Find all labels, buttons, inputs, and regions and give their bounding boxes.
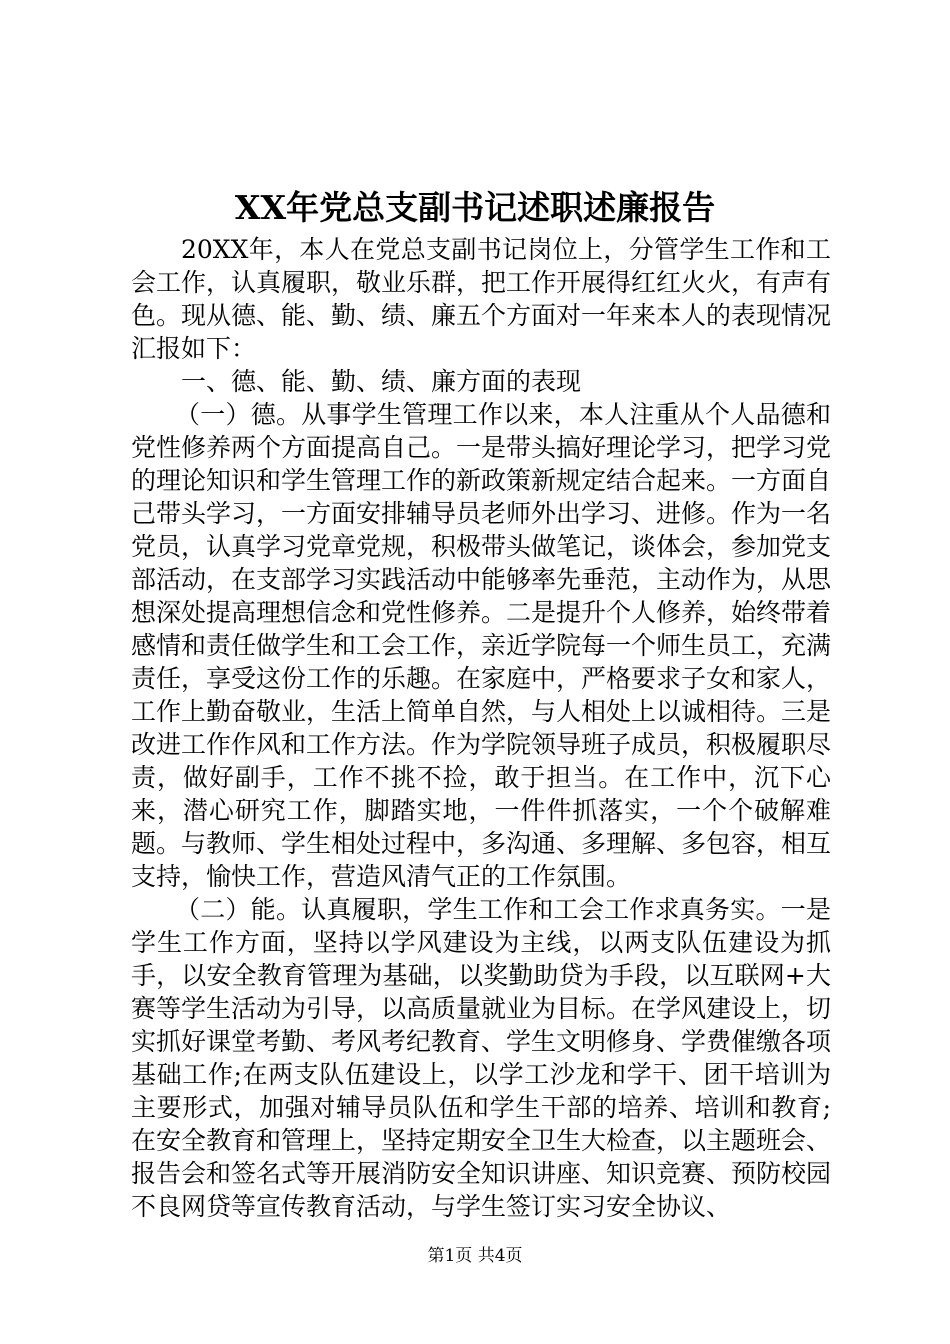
- ability-paragraph: （二）能。认真履职，学生工作和工会工作求真务实。一是学生工作方面，坚持以学风建设为主线，以两支队伍建设为抓手，以安全教育管理为基础，以奖勤助贷为手段，以互联网+大赛等学生活动为引导，以高质量就业为目标。在学风建设上，切实抓好课堂考勤、考风考纪教育、学生文明修身、学费催缴各项基础工作;在两支队伍建设上，以学工沙龙和学干、团干培训为主要形式，加强对辅导员队伍和学生干部的培养、培训和教育;在安全教育和管理上，坚持定期安全卫生大检查，以主题班会、报告会和签名式等开展消防安全知识讲座、知识竞赛、预防校园不良网贷等宣传教育活动，与学生签订实习安全协议、: [131, 895, 832, 1221]
- section-heading: 一、德、能、勤、绩、廉方面的表现: [181, 367, 582, 396]
- page-number: 第1页 共4页: [427, 1246, 523, 1266]
- document-title: XX年党总支副书记述职述廉报告: [234, 188, 716, 227]
- document-body: [131, 233, 831, 1223]
- virtue-paragraph: （一）德。从事学生管理工作以来，本人注重从个人品德和党性修养两个方面提高自己。一是带头搞好理论学习，把学习党的理论知识和学生管理工作的新政策新规定结合起来。一方面自己带头学习，一方面安排辅导员老师外出学习、进修。作为一名党员，认真学习党章党规，积极带头做笔记，谈体会，参加党支部活动，在支部学习实践活动中能够率先垂范，主动作为，从思想深处提高理想信念和党性修养。二是提升个人修养，始终带着感情和责任做学生和工会工作，亲近学院每一个师生员工，充满责任，享受这份工作的乐趣。在家庭中，严格要求子女和家人，工作上勤奋敬业，生活上简单自然，与人相处上以诚相待。三是改进工作作风和工作方法。作为学院领导班子成员，积极履职尽责，做好副手，工作不挑不捡，敢于担当。在工作中，沉下心来，潜心研究工作，脚踏实地，一件件抓落实，一个个破解难题。与教师、学生相处过程中，多沟通、多理解、多包容，相互支持，愉快工作，营造风清气正的工作氛围。: [131, 400, 832, 891]
- intro-paragraph: 20XX年，本人在党总支副书记岗位上，分管学生工作和工会工作，认真履职，敬业乐群，把工作开展得红红火火，有声有色。现从德、能、勤、绩、廉五个方面对一年来本人的表现情况汇报如下：: [131, 235, 832, 363]
